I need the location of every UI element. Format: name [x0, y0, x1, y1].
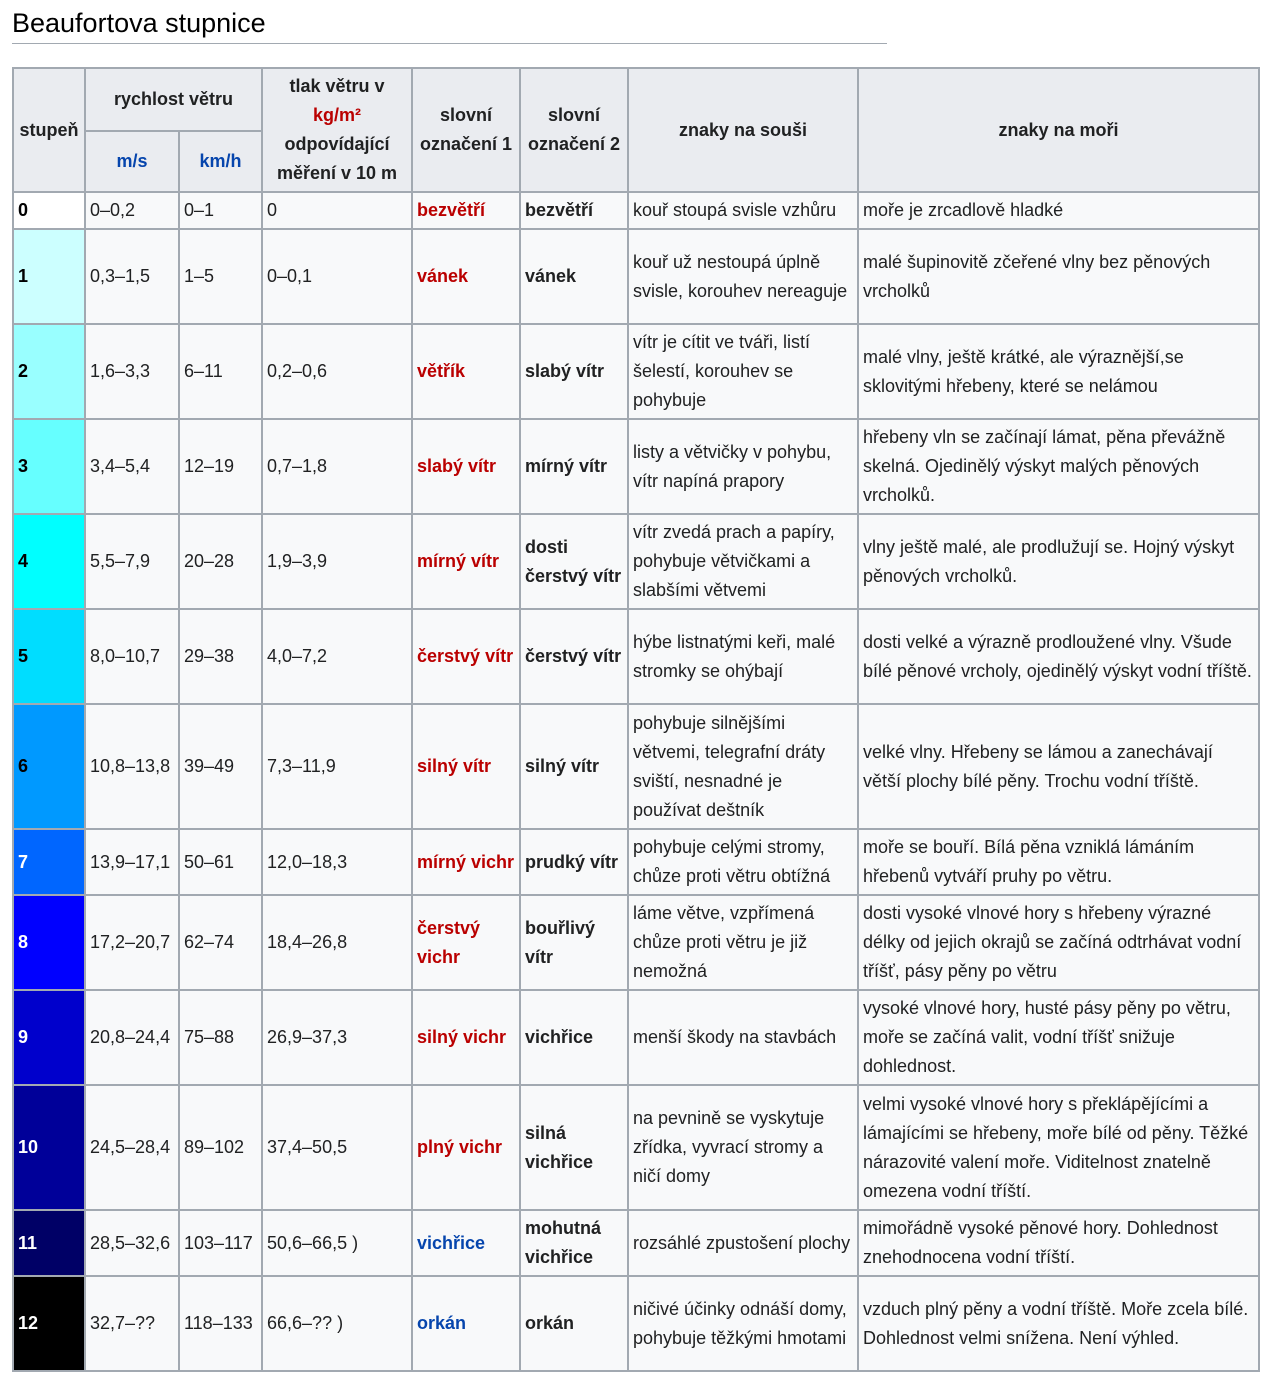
- pressure-cell: 37,4–50,5: [262, 1085, 412, 1210]
- speed-kmh-cell: 20–28: [179, 514, 262, 609]
- sea-signs-cell: velmi vysoké vlnové hory s překlápějícími a lámajícími se hřebeny, moře bílé od pěny. Těžké nárazovité valení moře. Viditelnost znatelně omezena vodní tříští.: [858, 1085, 1259, 1210]
- degree-cell: 1: [13, 229, 85, 324]
- term1-link[interactable]: mírný vítr: [412, 514, 520, 609]
- term2-cell: bouřlivý vítr: [520, 895, 628, 990]
- pressure-cell: 0–0,1: [262, 229, 412, 324]
- pressure-cell: 0,2–0,6: [262, 324, 412, 419]
- term1-link[interactable]: silný vichr: [412, 990, 520, 1085]
- table-row: [13, 1085, 1259, 1210]
- degree-cell: 10: [13, 1085, 85, 1210]
- degree-cell: 6: [13, 704, 85, 829]
- degree-cell: 4: [13, 514, 85, 609]
- table-row: [13, 990, 1259, 1085]
- land-signs-cell: menší škody na stavbách: [628, 990, 858, 1085]
- degree-cell: 11: [13, 1210, 85, 1276]
- pressure-cell: 0: [262, 192, 412, 229]
- header-more: znaky na moři: [858, 68, 1259, 192]
- speed-ms-cell: 5,5–7,9: [85, 514, 179, 609]
- header-tlak-line2: odpovídající měření v 10 m: [276, 134, 398, 183]
- term1-link[interactable]: vichřice: [412, 1210, 520, 1276]
- speed-ms-cell: 13,9–17,1: [85, 829, 179, 895]
- speed-kmh-cell: 0–1: [179, 192, 262, 229]
- table-row: [13, 1210, 1259, 1276]
- table-header: [13, 68, 1259, 192]
- degree-cell: 12: [13, 1276, 85, 1371]
- sea-signs-cell: vysoké vlnové hory, husté pásy pěny po větru, moře se začíná valit, vodní tříšť snižuje dohlednost.: [858, 990, 1259, 1085]
- speed-kmh-cell: 12–19: [179, 419, 262, 514]
- speed-kmh-cell: 29–38: [179, 609, 262, 704]
- header-kmh-link[interactable]: km/h: [179, 131, 262, 192]
- sea-signs-cell: moře se bouří. Bílá pěna vzniklá lámáním hřebenů vytváří pruhy po větru.: [858, 829, 1259, 895]
- speed-kmh-cell: 1–5: [179, 229, 262, 324]
- term2-cell: mírný vítr: [520, 419, 628, 514]
- land-signs-cell: vítr je cítit ve tváři, listí šelestí, korouhev se pohybuje: [628, 324, 858, 419]
- page-title: Beaufortova stupnice: [12, 8, 887, 44]
- term2-cell: prudký vítr: [520, 829, 628, 895]
- term1-link[interactable]: orkán: [412, 1276, 520, 1371]
- header-ms-link[interactable]: m/s: [85, 131, 179, 192]
- speed-ms-cell: 1,6–3,3: [85, 324, 179, 419]
- term2-cell: vichřice: [520, 990, 628, 1085]
- degree-cell: 5: [13, 609, 85, 704]
- speed-ms-cell: 24,5–28,4: [85, 1085, 179, 1210]
- pressure-cell: 4,0–7,2: [262, 609, 412, 704]
- sea-signs-cell: dosti velké a výrazně prodloužené vlny. Všude bílé pěnové vrcholy, ojedinělý výskyt vodní tříště.: [858, 609, 1259, 704]
- beaufort-table: [12, 67, 1260, 1372]
- pressure-cell: 66,6–?? ): [262, 1276, 412, 1371]
- degree-cell: 9: [13, 990, 85, 1085]
- degree-cell: 3: [13, 419, 85, 514]
- speed-kmh-cell: 50–61: [179, 829, 262, 895]
- sea-signs-cell: malé šupinovitě zčeřené vlny bez pěnových vrcholků: [858, 229, 1259, 324]
- speed-ms-cell: 17,2–20,7: [85, 895, 179, 990]
- speed-ms-cell: 0–0,2: [85, 192, 179, 229]
- land-signs-cell: rozsáhlé zpustošení plochy: [628, 1210, 858, 1276]
- header-tlak-unit-link[interactable]: kg/m²: [313, 105, 362, 125]
- speed-kmh-cell: 39–49: [179, 704, 262, 829]
- pressure-cell: 12,0–18,3: [262, 829, 412, 895]
- speed-ms-cell: 8,0–10,7: [85, 609, 179, 704]
- degree-cell: 2: [13, 324, 85, 419]
- sea-signs-cell: velké vlny. Hřebeny se lámou a zanechávají větší plochy bílé pěny. Trochu vodní tříště.: [858, 704, 1259, 829]
- header-sous: znaky na souši: [628, 68, 858, 192]
- term2-cell: orkán: [520, 1276, 628, 1371]
- term1-link[interactable]: silný vítr: [412, 704, 520, 829]
- term2-cell: vánek: [520, 229, 628, 324]
- table-row: [13, 609, 1259, 704]
- degree-cell: 0: [13, 192, 85, 229]
- land-signs-cell: kouř stoupá svisle vzhůru: [628, 192, 858, 229]
- sea-signs-cell: vlny ještě malé, ale prodlužují se. Hojný výskyt pěnových vrcholků.: [858, 514, 1259, 609]
- header-rychlost: rychlost větru: [85, 68, 262, 131]
- term1-link[interactable]: bezvětří: [412, 192, 520, 229]
- sea-signs-cell: malé vlny, ještě krátké, ale výraznější,se sklovitými hřebeny, které se nelámou: [858, 324, 1259, 419]
- pressure-cell: 7,3–11,9: [262, 704, 412, 829]
- land-signs-cell: láme větve, vzpřímená chůze proti větru je již nemožná: [628, 895, 858, 990]
- pressure-cell: 1,9–3,9: [262, 514, 412, 609]
- sea-signs-cell: moře je zrcadlově hladké: [858, 192, 1259, 229]
- land-signs-cell: na pevnině se vyskytuje zřídka, vyvrací stromy a ničí domy: [628, 1085, 858, 1210]
- term2-cell: mohutná vichřice: [520, 1210, 628, 1276]
- sea-signs-cell: hřebeny vln se začínají lámat, pěna převážně skelná. Ojedinělý výskyt malých pěnových vrcholků.: [858, 419, 1259, 514]
- speed-ms-cell: 10,8–13,8: [85, 704, 179, 829]
- pressure-cell: 26,9–37,3: [262, 990, 412, 1085]
- header-stupen: stupeň: [13, 68, 85, 192]
- header-slovni1: slovní označení 1: [412, 68, 520, 192]
- term1-link[interactable]: slabý vítr: [412, 419, 520, 514]
- table-row: [13, 229, 1259, 324]
- table-row: [13, 324, 1259, 419]
- table-row: [13, 895, 1259, 990]
- land-signs-cell: listy a větvičky v pohybu, vítr napíná prapory: [628, 419, 858, 514]
- term2-cell: silný vítr: [520, 704, 628, 829]
- table-row: [13, 419, 1259, 514]
- table-row: [13, 1276, 1259, 1371]
- pressure-cell: 50,6–66,5 ): [262, 1210, 412, 1276]
- speed-kmh-cell: 75–88: [179, 990, 262, 1085]
- degree-cell: 7: [13, 829, 85, 895]
- term2-cell: silná vichřice: [520, 1085, 628, 1210]
- header-slovni2: slovní označení 2: [520, 68, 628, 192]
- table-body: [13, 192, 1259, 1371]
- speed-ms-cell: 3,4–5,4: [85, 419, 179, 514]
- term2-cell: čerstvý vítr: [520, 609, 628, 704]
- land-signs-cell: vítr zvedá prach a papíry, pohybuje větvičkami a slabšími větvemi: [628, 514, 858, 609]
- land-signs-cell: kouř už nestoupá úplně svisle, korouhev nereaguje: [628, 229, 858, 324]
- land-signs-cell: hýbe listnatými keři, malé stromky se ohýbají: [628, 609, 858, 704]
- land-signs-cell: pohybuje silnějšími větvemi, telegrafní dráty sviští, nesnadné je používat deštník: [628, 704, 858, 829]
- header-tlak: [262, 68, 412, 192]
- term1-link[interactable]: čerstvý vichr: [412, 895, 520, 990]
- speed-ms-cell: 32,7–??: [85, 1276, 179, 1371]
- sea-signs-cell: dosti vysoké vlnové hory s hřebeny výrazné délky od jejich okrajů se začíná odtrhávat vodní tříšť, pásy pěny po větru: [858, 895, 1259, 990]
- term1-link[interactable]: plný vichr: [412, 1085, 520, 1210]
- degree-cell: 8: [13, 895, 85, 990]
- speed-kmh-cell: 6–11: [179, 324, 262, 419]
- term2-cell: dosti čerstvý vítr: [520, 514, 628, 609]
- sea-signs-cell: mimořádně vysoké pěnové hory. Dohlednost znehodnocena vodní tříští.: [858, 1210, 1259, 1276]
- table-row: [13, 514, 1259, 609]
- sea-signs-cell: vzduch plný pěny a vodní tříště. Moře zcela bílé. Dohlednost velmi snížena. Není výhled.: [858, 1276, 1259, 1371]
- speed-ms-cell: 20,8–24,4: [85, 990, 179, 1085]
- speed-kmh-cell: 103–117: [179, 1210, 262, 1276]
- speed-kmh-cell: 118–133: [179, 1276, 262, 1371]
- table-row: [13, 192, 1259, 229]
- speed-ms-cell: 0,3–1,5: [85, 229, 179, 324]
- speed-kmh-cell: 89–102: [179, 1085, 262, 1210]
- term2-cell: slabý vítr: [520, 324, 628, 419]
- term1-link[interactable]: mírný vichr: [412, 829, 520, 895]
- land-signs-cell: ničivé účinky odnáší domy, pohybuje těžkými hmotami: [628, 1276, 858, 1371]
- header-tlak-line1: tlak větru v: [289, 76, 385, 96]
- term1-link[interactable]: vánek: [412, 229, 520, 324]
- table-row: [13, 829, 1259, 895]
- term1-link[interactable]: čerstvý vítr: [412, 609, 520, 704]
- pressure-cell: 18,4–26,8: [262, 895, 412, 990]
- speed-ms-cell: 28,5–32,6: [85, 1210, 179, 1276]
- table-row: [13, 704, 1259, 829]
- pressure-cell: 0,7–1,8: [262, 419, 412, 514]
- speed-kmh-cell: 62–74: [179, 895, 262, 990]
- land-signs-cell: pohybuje celými stromy, chůze proti větru obtížná: [628, 829, 858, 895]
- term1-link[interactable]: větřík: [412, 324, 520, 419]
- term2-cell: bezvětří: [520, 192, 628, 229]
